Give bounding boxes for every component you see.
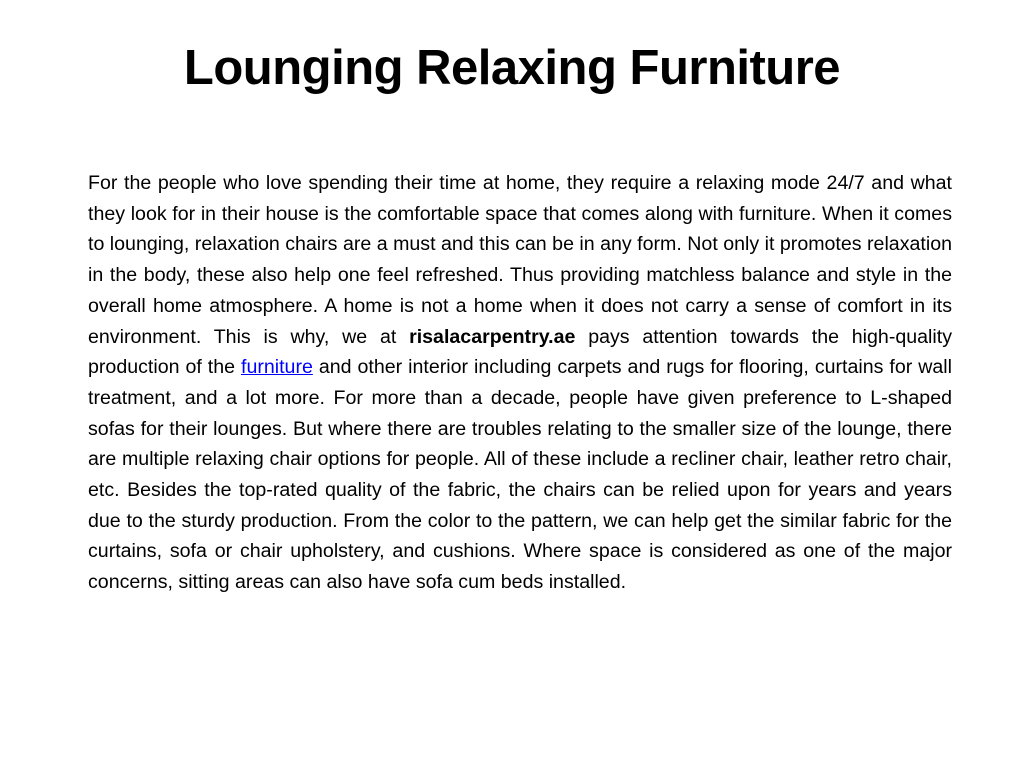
paragraph-text-part-3: and other interior including carpets and rugs for flooring, curtains for wall treatment, and a lot more. For more than a decade, people have given preference to L-shaped sofas for their lounges. But where there are troubles relating to the smaller size of the lounge, there are multiple relaxing chair options for people. All of these include a recliner chair, leather retro chair, etc. Besides the top-rated quality of the fabric, the chairs can be relied upon for years and years due to the sturdy production. From the color to the pattern, we can help get the similar fabric for the curtains, sofa or chair upholstery, and cushions. Where space is considered as one of the major concerns, sitting areas can also have sofa cum beds installed.	[88, 356, 952, 594]
paragraph-text-part-2: pays attention towards the high-quality production of the	[88, 325, 952, 379]
body-paragraph	[88, 168, 952, 598]
paragraph-text-part-1: For the people who love spending their time at home, they require a relaxing mode 24/7 and what they look for in their house is the comfortable space that comes along with furniture. When it comes to lounging, relaxation chairs are a must and this can be in any form. Not only it promotes relaxation in the body, these also help one feel refreshed. Thus providing matchless balance and style in the overall home atmosphere. A home is not a home when it does not carry a sense of comfort in its environment. This is why, we at	[88, 172, 952, 348]
slide-title: Lounging Relaxing Furniture	[183, 41, 841, 95]
brand-name: risalacarpentry.ae	[409, 325, 576, 348]
furniture-link[interactable]: furniture	[241, 356, 313, 379]
